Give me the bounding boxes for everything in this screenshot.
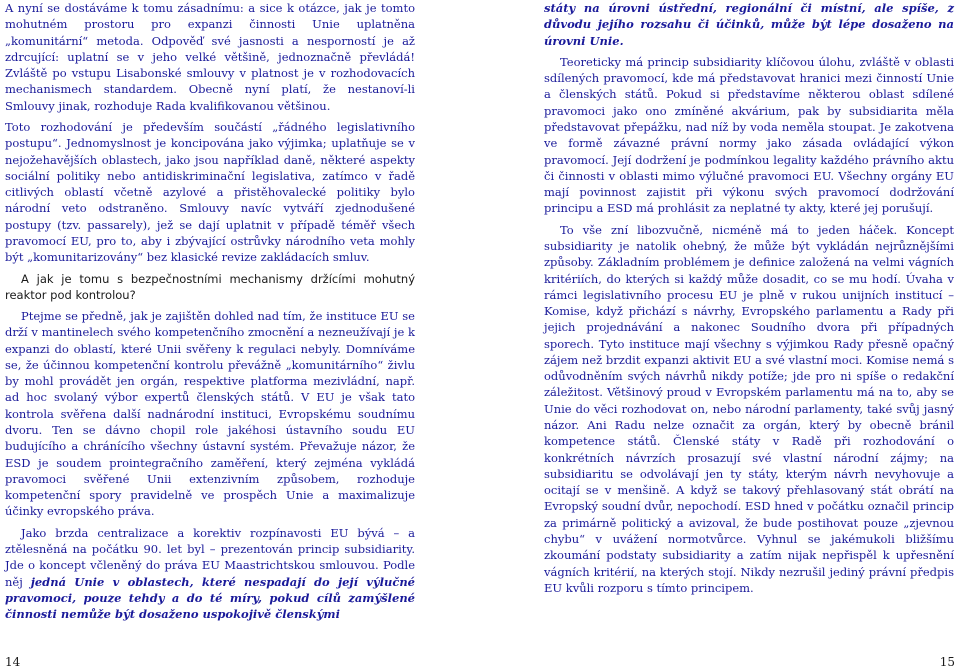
left-paragraph-2: Toto rozhodování je především součástí „řádného legislativního postupu“. Jednomyslnost je koncipována jako výjimka; uplatňuje se v nejožehavějších oblastech, jako jsou například daně, některé aspekty sociální politiky nebo antidiskriminační legislativa, zatímco v řadě citlivých oblastí včetně azylové a přistěhovalecké politiky bylo národní veto odstraněno. Smlouvy navíc vytváří zjednodušené postupy (tzv. passarely), jež se dají uplatnit v případě téměř všech pravomocí EU, pro to, aby i zbývající ostrůvky národního veta mohly být „komunitarizovány“ bez klasické revize zakládacích smluv. xyxy=(5,119,415,265)
section-question: A jak je tomu s bezpečnostními mechanismy držícími mohutný reaktor pod kontrolou? xyxy=(5,271,415,302)
left-paragraph-4-italic: jedná Unie v oblastech, které nespadají do její výlučné pravomoci, pouze tehdy a do té míry, pokud cílů zamýšlené činnosti nemůže být dosaženo uspokojivě členskými xyxy=(5,574,415,622)
right-paragraph-1: Teoreticky má princip subsidiarity klíčovou úlohu, zvláště v oblasti sdílených pravomocí, kde má představovat hranici mezi činností Unie a členských států. Pokud si představíme některou oblast sdílené pravomoci jako ono zmíněné akvárium, pak by subsidiarita měla představovat přepážku, nad níž by voda neměla stoupat. Je zakotvena ve formě závazné právní normy jako zásada ovládající výkon pravomocí. Její dodržení je podmínkou legality každého právního aktu či činnosti v oblasti mimo výlučné pravomoci EU. Všechny orgány EU mají povinnost zajistit při výkonu svých pravomocí dodržování principu a ESD má prohlásit za neplatné ty akty, které jej porušují. xyxy=(544,54,954,216)
page-number-left: 14 xyxy=(5,655,21,669)
left-paragraph-3: Ptejme se předně, jak je zajištěn dohled nad tím, že instituce EU se drží v mantinelech svého kompetenčního zmocnění a nezneužívají je k expanzi do oblastí, které Unii svěřeny k regulaci nebyly. Domníváme se, že účinnou kompetenční kontrolu převážně „komunitárního“ živlu by mohl provádět jen orgán, respektive platforma mezivládní, např. ad hoc svolaný výbor expertů členských států. V EU je však tato kontrola svěřena další nadnárodní instituci, Evropskému soudnímu dvoru. Ten se dávno chopil role jakéhosi ústavního soudu EU budujícího a chránícího všechny ústavní systém. Převažuje názor, že ESD je soudem prointegračního zaměření, který zejména vykládá pravomoci svěřené Unii extenzivním způsobem, rozhoduje kompetenční spory pravidelně ve prospěch Unie a maximalizuje účinky evropského práva. xyxy=(5,309,415,519)
right-italic-continuation: státy na úrovni ústřední, regionální či místní, ale spíše, z důvodu jejího rozsahu či účinků, může být lépe dosaženo na úrovni Unie. xyxy=(544,1,954,48)
left-paragraph-4-text: Jako brzda centralizace a korektiv rozpínavosti EU bývá – a ztělesněná na počátku 90. let byl – prezentován princip subsidiarity. Jde o koncept včleněný do práva EU Maastrichtskou smlouvou. Podle něj xyxy=(5,525,415,589)
left-paragraph-4 xyxy=(5,525,415,623)
right-paragraph-2: To vše zní libozvučně, nicméně má to jeden háček. Koncept subsidiarity je natolik ohebný, že může být vykládán nejrůznějšími způsoby. Základním problémem je definice založená na velmi vágních kritériích, do kterých si každý může dosadit, co se mu hodí. Úvaha v rámci legislativního procesu EU je plně v rukou unijních institucí – Komise, když přichází s návrhy, Evropského parlamentu a Rady při jejich projednávání a nakonec Soudního dvora při případných sporech. Tyto instituce mají všechny s výjimkou Rady přesně opačný zájem než brzdit expanzi aktivit EU a své vlastní moci. Komise nemá s odůvodněním svých návrhů nikdy potíže; jde pro ni spíše o redakční záležitost. Většinový proud v Evropském parlamentu má na to, aby se Unie do věci rozhodovat on, nebo národní parlamenty, také svůj jasný názor. Ani Radu nelze označit za orgán, který by obecně bránil kompetence států. Členské státy v Radě při rozhodování o konkrétních návrzích prosazují své vlastní národní zájmy; na subsidiaritu se odvolávají jen ty státy, kterým návrh nevyhovuje a ocitají se v menšině. A když se takový přehlasovaný stát obrátí na Evropský soudní dvůr, nepochodí. ESD hned v počátku označil princip za primárně politický a avizoval, že bude postihovat pouze „zjevnou chybu“ v uvážení normotvůrce. Vyhnul se jakémukoli bližšímu zkoumání podstaty subsidiarity a zatím nijak nepřispěl k upřesnění vágních kritérií, na kterých stojí. Nikdy nezrušil jediný právní předpis EU kvůli rozporu s tímto principem. xyxy=(544,222,954,595)
page-number-right: 15 xyxy=(939,655,955,669)
right-column xyxy=(544,0,954,601)
left-paragraph-1: A nyní se dostáváme k tomu zásadnímu: a sice k otázce, jak je tomto mohutném prostoru pro expanzi činnosti Unie uplatněna „komunitární“ metoda. Odpověď své jasnosti a nesporností je až zdrcující: uplatní se v jeho velké většině, jednoznačně převládá! Zvláště po vstupu Lisabonské smlouvy v platnost je v rozhodovacích mechanismech standardem. Obecně nyní platí, že nestanoví-li Smlouvy jinak, rozhoduje Rada kvalifikovanou většinou. xyxy=(5,1,415,113)
left-column xyxy=(5,0,415,627)
